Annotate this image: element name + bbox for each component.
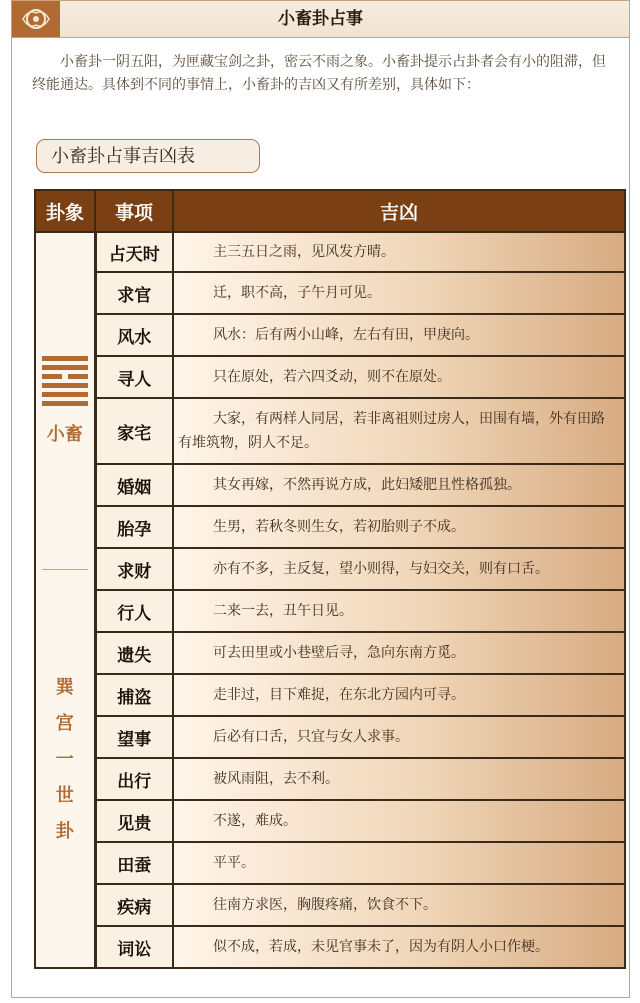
table-row: [35, 632, 625, 674]
row-result: 只在原处，若六四爻动，则不在原处。: [213, 369, 451, 385]
palace-char: 巽: [55, 677, 74, 698]
row-result-cell: [173, 674, 625, 716]
row-item: 田蚕: [95, 842, 173, 884]
row-item: 风水: [95, 314, 173, 356]
table-header-row: [35, 190, 625, 232]
row-result: 迁，职不高，子午月可见。: [213, 285, 381, 301]
table-row: [35, 398, 625, 464]
table-row: [35, 842, 625, 884]
row-result: 大家，有两样人同居，若非离祖则过房人，田围有墙，外有田路有堆筑物，阴人不足。: [178, 411, 605, 451]
table-row: [35, 590, 625, 632]
row-item: 求官: [95, 272, 173, 314]
row-result-cell: [173, 590, 625, 632]
row-result: 似不成，若成，未见官事未了，因为有阴人小口作梗。: [213, 939, 549, 955]
table-row: [35, 884, 625, 926]
palace-char: 宫: [55, 713, 74, 734]
row-item: 望事: [95, 716, 173, 758]
table-row: [35, 356, 625, 398]
table-row: [35, 758, 625, 800]
row-result: 亦有不多，主反复，望小则得，与妇交关，则有口舌。: [213, 561, 549, 577]
row-result-cell: [173, 632, 625, 674]
row-result-cell: [173, 842, 625, 884]
row-item: 寻人: [95, 356, 173, 398]
row-item: 胎孕: [95, 506, 173, 548]
table-row: [35, 674, 625, 716]
page-frame: [11, 0, 630, 998]
row-item: 家宅: [95, 398, 173, 464]
row-result: 主三五日之雨，见风发方晴。: [213, 244, 395, 260]
palace-char: 世: [55, 785, 74, 806]
header-result: 吉凶: [173, 190, 625, 232]
row-result-cell: [173, 926, 625, 968]
row-result: 二来一去，丑午日见。: [213, 603, 353, 619]
row-result-cell: [173, 314, 625, 356]
row-result-cell: [173, 548, 625, 590]
table-row: [35, 272, 625, 314]
row-result-cell: [173, 800, 625, 842]
row-result: 走非过，目下难捉，在东北方园内可寻。: [213, 687, 465, 703]
table-row: [35, 548, 625, 590]
row-result: 后必有口舌，只宜与女人求事。: [213, 729, 409, 745]
row-item: 词讼: [95, 926, 173, 968]
row-result-cell: [173, 398, 625, 464]
page-title: 小畜卦占事: [278, 9, 363, 29]
palace-char: 卦: [55, 821, 74, 842]
hexagram-icon: [42, 356, 88, 406]
row-result-cell: [173, 716, 625, 758]
row-item: 行人: [95, 590, 173, 632]
row-result-cell: [173, 464, 625, 506]
palace-label: [56, 670, 74, 850]
row-result: 生男，若秋冬则生女，若初胎则子不成。: [213, 519, 465, 535]
table-row: [35, 716, 625, 758]
header-bar: [12, 1, 629, 38]
row-item: 占天时: [95, 232, 173, 272]
table-subtitle: 小畜卦占事吉凶表: [36, 139, 260, 173]
row-result: 可去田里或小巷壁后寻，急向东南方觅。: [213, 645, 465, 661]
table-row: [35, 800, 625, 842]
row-item: 婚姻: [95, 464, 173, 506]
palace-char: 一: [55, 749, 74, 770]
table-body: [35, 232, 625, 968]
row-result: 风水：后有两小山峰，左右有田，甲庚向。: [213, 327, 479, 343]
row-item: 出行: [95, 758, 173, 800]
row-item: 疾病: [95, 884, 173, 926]
table-row: [35, 314, 625, 356]
header-gua: 卦象: [35, 190, 95, 232]
row-result: 不遂，难成。: [213, 813, 297, 829]
table-row: [35, 926, 625, 968]
row-result: 平平。: [213, 855, 255, 871]
table-row: [35, 232, 625, 272]
row-result: 其女再嫁，不然再说方成，此妇矮肥且性格孤独。: [213, 477, 521, 493]
row-result-cell: [173, 232, 625, 272]
gua-lower: [36, 570, 94, 950]
table-row: [35, 506, 625, 548]
fortune-table: [34, 189, 626, 969]
row-result: 往南方求医，胸腹疼痛，饮食不下。: [213, 897, 437, 913]
row-result: 被风雨阻，去不利。: [213, 771, 339, 787]
gua-upper: [36, 233, 94, 569]
table-row: [35, 464, 625, 506]
row-result-cell: [173, 758, 625, 800]
row-item: 见贵: [95, 800, 173, 842]
intro-paragraph: 小畜卦一阴五阳，为匣藏宝剑之卦，密云不雨之象。小畜卦提示占卦者会有小的阻滞，但终能通达。具体到不同的事情上，小畜卦的吉凶又有所差别，具体如下：: [32, 54, 606, 93]
gua-name: 小畜: [46, 424, 83, 445]
row-item: 捕盗: [95, 674, 173, 716]
header-item: 事项: [95, 190, 173, 232]
row-item: 求财: [95, 548, 173, 590]
row-result-cell: [173, 506, 625, 548]
row-result-cell: [173, 272, 625, 314]
row-result-cell: [173, 884, 625, 926]
row-result-cell: [173, 356, 625, 398]
row-item: 遗失: [95, 632, 173, 674]
gua-column: [35, 232, 95, 968]
